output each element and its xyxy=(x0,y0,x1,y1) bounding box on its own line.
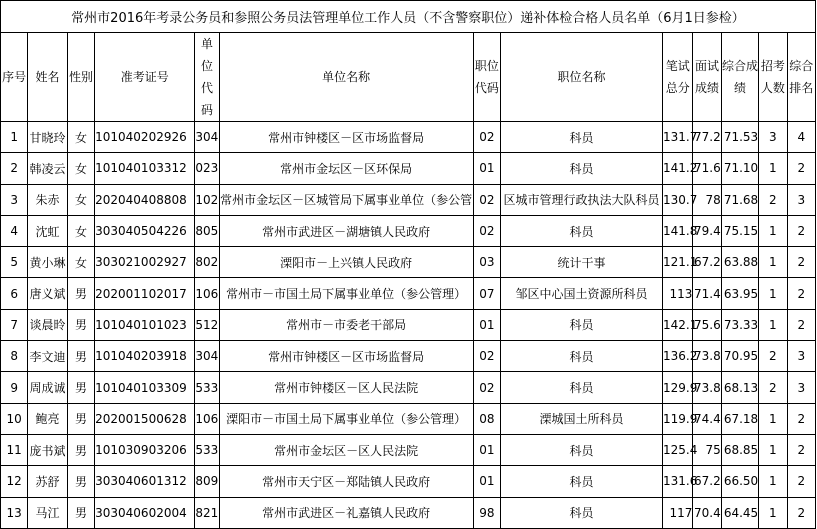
gender-cell: 男 xyxy=(67,497,94,528)
rank-cell: 2 xyxy=(787,466,815,497)
pos-name-cell: 溧城国土所科员 xyxy=(501,403,663,434)
interview-score-cell: 71.4 xyxy=(693,278,721,309)
total-score-cell: 71.68 xyxy=(721,184,758,215)
gender-cell: 女 xyxy=(67,184,94,215)
rank-cell: 3 xyxy=(787,372,815,403)
seq-cell: 2 xyxy=(1,153,28,184)
quota-cell: 2 xyxy=(759,184,787,215)
pos-name-cell: 科员 xyxy=(501,341,663,372)
table-row xyxy=(1,434,816,465)
name-cell: 黄小琳 xyxy=(28,247,67,278)
total-score-cell: 75.15 xyxy=(721,215,758,246)
exam-no-cell: 101040103309 xyxy=(95,372,195,403)
interview-score-cell: 67.2 xyxy=(693,466,721,497)
written-score-cell: 141.8 xyxy=(663,215,693,246)
seq-cell: 8 xyxy=(1,341,28,372)
name-cell: 鲍亮 xyxy=(28,403,67,434)
pos-name-cell: 科员 xyxy=(501,215,663,246)
table-row xyxy=(1,278,816,309)
unit-name-cell: 常州市金坛区－区城管局下属事业单位（参公管 xyxy=(219,184,473,215)
name-cell: 李文迪 xyxy=(28,341,67,372)
seq-cell: 7 xyxy=(1,309,28,340)
total-score-cell: 64.45 xyxy=(721,497,758,528)
unit-name-cell: 溧阳市－上兴镇人民政府 xyxy=(219,247,473,278)
pos-name-cell: 邹区中心国土资源所科员 xyxy=(501,278,663,309)
header-name: 姓名 xyxy=(28,33,67,122)
rank-cell: 2 xyxy=(787,278,815,309)
gender-cell: 男 xyxy=(67,434,94,465)
exam-no-cell: 202001500628 xyxy=(95,403,195,434)
unit-code-cell: 512 xyxy=(195,309,219,340)
pos-name-cell: 科员 xyxy=(501,372,663,403)
name-cell: 周成诚 xyxy=(28,372,67,403)
gender-cell: 女 xyxy=(67,247,94,278)
table-row xyxy=(1,247,816,278)
quota-cell: 1 xyxy=(759,278,787,309)
rank-cell: 2 xyxy=(787,497,815,528)
table-row xyxy=(1,122,816,153)
unit-code-cell: 805 xyxy=(195,215,219,246)
table-row xyxy=(1,403,816,434)
unit-code-cell: 533 xyxy=(195,372,219,403)
interview-score-cell: 70.4 xyxy=(693,497,721,528)
pos-name-cell: 科员 xyxy=(501,122,663,153)
pos-name-cell: 科员 xyxy=(501,153,663,184)
seq-cell: 11 xyxy=(1,434,28,465)
quota-cell: 1 xyxy=(759,247,787,278)
gender-cell: 男 xyxy=(67,278,94,309)
rank-cell: 2 xyxy=(787,215,815,246)
unit-code-cell: 106 xyxy=(195,403,219,434)
unit-name-cell: 常州市钟楼区－区市场监督局 xyxy=(219,341,473,372)
pos-name-cell: 科员 xyxy=(501,466,663,497)
title-row xyxy=(1,1,816,33)
name-cell: 谈晨昤 xyxy=(28,309,67,340)
total-score-cell: 67.18 xyxy=(721,403,758,434)
gender-cell: 女 xyxy=(67,153,94,184)
written-score-cell: 113 xyxy=(663,278,693,309)
header-pos-name: 职位名称 xyxy=(501,33,663,122)
total-score-cell: 71.10 xyxy=(721,153,758,184)
total-score-cell: 63.88 xyxy=(721,247,758,278)
rank-cell: 3 xyxy=(787,341,815,372)
interview-score-cell: 73.8 xyxy=(693,372,721,403)
pos-code-cell: 98 xyxy=(473,497,500,528)
quota-cell: 2 xyxy=(759,372,787,403)
table-row xyxy=(1,184,816,215)
pos-name-cell: 统计干事 xyxy=(501,247,663,278)
name-cell: 庞书斌 xyxy=(28,434,67,465)
pos-code-cell: 01 xyxy=(473,434,500,465)
unit-name-cell: 溧阳市－市国土局下属事业单位（参公管理） xyxy=(219,403,473,434)
unit-name-cell: 常州市－市委老干部局 xyxy=(219,309,473,340)
header-row xyxy=(1,33,816,122)
written-score-cell: 130.7 xyxy=(663,184,693,215)
pos-code-cell: 07 xyxy=(473,278,500,309)
unit-name-cell: 常州市－市国土局下属事业单位（参公管理） xyxy=(219,278,473,309)
table-row xyxy=(1,215,816,246)
rank-cell: 2 xyxy=(787,153,815,184)
pos-code-cell: 02 xyxy=(473,341,500,372)
written-score-cell: 117 xyxy=(663,497,693,528)
unit-code-cell: 821 xyxy=(195,497,219,528)
quota-cell: 1 xyxy=(759,403,787,434)
name-cell: 沈虹 xyxy=(28,215,67,246)
written-score-cell: 119.9 xyxy=(663,403,693,434)
quota-cell: 1 xyxy=(759,466,787,497)
seq-cell: 6 xyxy=(1,278,28,309)
gender-cell: 男 xyxy=(67,372,94,403)
rank-cell: 2 xyxy=(787,434,815,465)
interview-score-cell: 73.8 xyxy=(693,341,721,372)
written-score-cell: 142.1 xyxy=(663,309,693,340)
header-seq: 序号 xyxy=(1,33,28,122)
quota-cell: 1 xyxy=(759,153,787,184)
total-score-cell: 73.33 xyxy=(721,309,758,340)
pos-name-cell: 科员 xyxy=(501,434,663,465)
seq-cell: 9 xyxy=(1,372,28,403)
name-cell: 韩凌云 xyxy=(28,153,67,184)
table-row xyxy=(1,372,816,403)
table-row xyxy=(1,466,816,497)
unit-code-cell: 304 xyxy=(195,122,219,153)
unit-code-cell: 102 xyxy=(195,184,219,215)
unit-name-cell: 常州市武进区－礼嘉镇人民政府 xyxy=(219,497,473,528)
quota-cell: 2 xyxy=(759,341,787,372)
header-gender: 性别 xyxy=(67,33,94,122)
pos-name-cell: 科员 xyxy=(501,309,663,340)
unit-code-cell: 533 xyxy=(195,434,219,465)
total-score-cell: 68.13 xyxy=(721,372,758,403)
exam-no-cell: 303040601312 xyxy=(95,466,195,497)
exam-no-cell: 303040602004 xyxy=(95,497,195,528)
table-row xyxy=(1,341,816,372)
unit-name-cell: 常州市钟楼区－区市场监督局 xyxy=(219,122,473,153)
name-cell: 甘晓玲 xyxy=(28,122,67,153)
pos-code-cell: 01 xyxy=(473,466,500,497)
seq-cell: 4 xyxy=(1,215,28,246)
exam-no-cell: 202001102017 xyxy=(95,278,195,309)
gender-cell: 男 xyxy=(67,466,94,497)
pos-code-cell: 08 xyxy=(473,403,500,434)
interview-score-cell: 75 xyxy=(693,434,721,465)
quota-cell: 3 xyxy=(759,122,787,153)
pos-code-cell: 02 xyxy=(473,215,500,246)
written-score-cell: 141.2 xyxy=(663,153,693,184)
exam-no-cell: 101030903206 xyxy=(95,434,195,465)
page-title: 常州市2016年考录公务员和参照公务员法管理单位工作人员（不含警察职位）递补体检合格人员名单（6月1日参检） xyxy=(1,1,816,33)
written-score-cell: 121.1 xyxy=(663,247,693,278)
interview-score-cell: 77.2 xyxy=(693,122,721,153)
interview-score-cell: 78 xyxy=(693,184,721,215)
unit-name-cell: 常州市武进区－湖塘镇人民政府 xyxy=(219,215,473,246)
unit-name-cell: 常州市金坛区－区环保局 xyxy=(219,153,473,184)
rank-cell: 2 xyxy=(787,309,815,340)
exam-no-cell: 101040103312 xyxy=(95,153,195,184)
quota-cell: 1 xyxy=(759,215,787,246)
header-exam-no: 准考证号 xyxy=(95,33,195,122)
name-cell: 苏舒 xyxy=(28,466,67,497)
seq-cell: 3 xyxy=(1,184,28,215)
gender-cell: 女 xyxy=(67,122,94,153)
written-score-cell: 125.4 xyxy=(663,434,693,465)
header-written: 笔试总分 xyxy=(663,33,693,122)
exam-no-cell: 101040202926 xyxy=(95,122,195,153)
name-cell: 朱赤 xyxy=(28,184,67,215)
written-score-cell: 131.7 xyxy=(663,122,693,153)
pos-code-cell: 01 xyxy=(473,153,500,184)
pos-name-cell: 科员 xyxy=(501,497,663,528)
total-score-cell: 66.50 xyxy=(721,466,758,497)
header-total: 综合成绩 xyxy=(721,33,758,122)
pos-code-cell: 03 xyxy=(473,247,500,278)
unit-name-cell: 常州市金坛区－区人民法院 xyxy=(219,434,473,465)
table-row xyxy=(1,153,816,184)
written-score-cell: 136.2 xyxy=(663,341,693,372)
seq-cell: 10 xyxy=(1,403,28,434)
pos-code-cell: 02 xyxy=(473,372,500,403)
total-score-cell: 71.53 xyxy=(721,122,758,153)
interview-score-cell: 75.6 xyxy=(693,309,721,340)
header-interview: 面试成绩 xyxy=(693,33,721,122)
exam-no-cell: 202040408808 xyxy=(95,184,195,215)
unit-name-cell: 常州市天宁区－郑陆镇人民政府 xyxy=(219,466,473,497)
name-cell: 唐义斌 xyxy=(28,278,67,309)
unit-code-cell: 809 xyxy=(195,466,219,497)
gender-cell: 男 xyxy=(67,341,94,372)
rank-cell: 3 xyxy=(787,184,815,215)
total-score-cell: 63.95 xyxy=(721,278,758,309)
exam-no-cell: 303040504226 xyxy=(95,215,195,246)
quota-cell: 1 xyxy=(759,434,787,465)
pos-code-cell: 02 xyxy=(473,184,500,215)
table-body xyxy=(1,122,816,529)
interview-score-cell: 67.2 xyxy=(693,247,721,278)
name-cell: 马江 xyxy=(28,497,67,528)
total-score-cell: 68.85 xyxy=(721,434,758,465)
written-score-cell: 131.6 xyxy=(663,466,693,497)
header-unit-name: 单位名称 xyxy=(219,33,473,122)
unit-code-cell: 106 xyxy=(195,278,219,309)
pos-name-cell: 区城市管理行政执法大队科员 xyxy=(501,184,663,215)
exam-no-cell: 303021002927 xyxy=(95,247,195,278)
quota-cell: 1 xyxy=(759,497,787,528)
written-score-cell: 129.9 xyxy=(663,372,693,403)
table-row xyxy=(1,309,816,340)
gender-cell: 男 xyxy=(67,309,94,340)
gender-cell: 男 xyxy=(67,403,94,434)
unit-code-cell: 802 xyxy=(195,247,219,278)
quota-cell: 1 xyxy=(759,309,787,340)
interview-score-cell: 74.4 xyxy=(693,403,721,434)
pos-code-cell: 01 xyxy=(473,309,500,340)
exam-no-cell: 101040203918 xyxy=(95,341,195,372)
unit-name-cell: 常州市钟楼区－区人民法院 xyxy=(219,372,473,403)
interview-score-cell: 79.4 xyxy=(693,215,721,246)
rank-cell: 2 xyxy=(787,403,815,434)
total-score-cell: 70.95 xyxy=(721,341,758,372)
seq-cell: 12 xyxy=(1,466,28,497)
seq-cell: 1 xyxy=(1,122,28,153)
unit-code-cell: 304 xyxy=(195,341,219,372)
rank-cell: 4 xyxy=(787,122,815,153)
header-rank: 综合排名 xyxy=(787,33,815,122)
header-unit-code: 单位代码 xyxy=(195,33,219,122)
table-row xyxy=(1,497,816,528)
pos-code-cell: 02 xyxy=(473,122,500,153)
header-pos-code: 职位代码 xyxy=(473,33,500,122)
interview-score-cell: 71.6 xyxy=(693,153,721,184)
gender-cell: 女 xyxy=(67,215,94,246)
exam-no-cell: 101040101023 xyxy=(95,309,195,340)
seq-cell: 5 xyxy=(1,247,28,278)
seq-cell: 13 xyxy=(1,497,28,528)
unit-code-cell: 023 xyxy=(195,153,219,184)
header-quota: 招考人数 xyxy=(759,33,787,122)
rank-cell: 2 xyxy=(787,247,815,278)
